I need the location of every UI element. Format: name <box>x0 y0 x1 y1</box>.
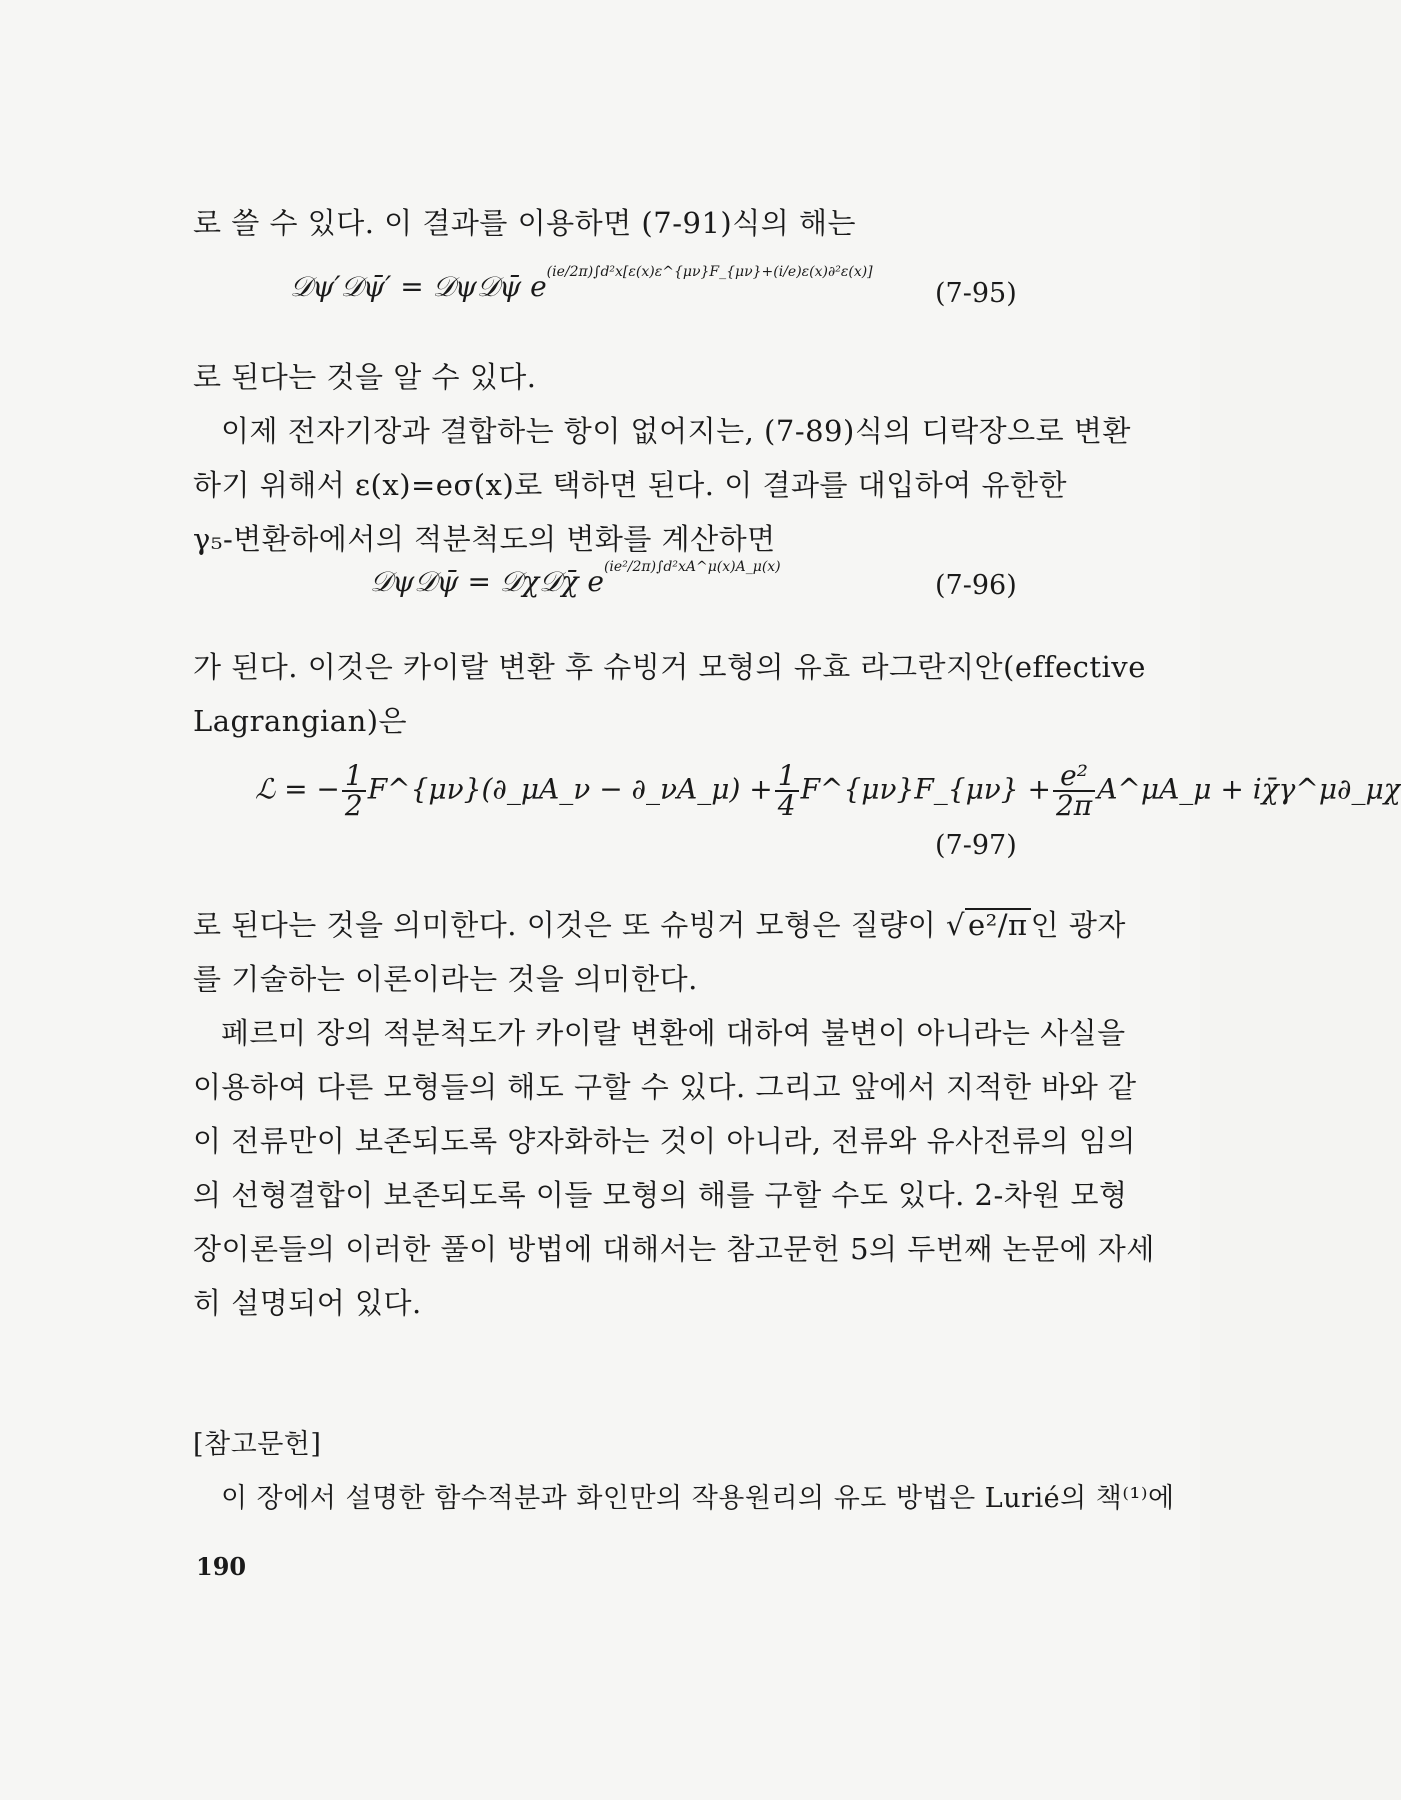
equation-term: A^μA_μ + iχ̄γ^μ∂_μχ <box>1097 772 1401 806</box>
equation-7-95 <box>290 263 873 304</box>
text-line: 장이론들의 이러한 풀이 방법에 대해서는 참고문헌 5의 두번째 논문에 자세 <box>193 1232 1155 1266</box>
text-line: 이제 전자기장과 결합하는 항이 없어지는, (7-89)식의 디락장으로 변환 <box>221 414 1131 448</box>
references-line: 이 장에서 설명한 함수적분과 화인만의 작용원리의 유도 방법은 Lurié의 책⁽¹⁾에 <box>221 1483 1175 1514</box>
equation-7-97 <box>255 759 1401 822</box>
text-block-middle <box>193 350 1131 566</box>
equation-lhs: ℒ = − <box>255 772 340 806</box>
text-line: 이 전류만이 보존되도록 양자화하는 것이 아니라, 전류와 유사전류의 임의 <box>193 1124 1136 1158</box>
text-line: 하기 위해서 ε(x)=eσ(x)로 택하면 된다. 이 결과를 대입하여 유한한 <box>193 468 1068 502</box>
text-line: 가 된다. 이것은 카이랄 변환 후 슈빙거 모형의 유효 라그란지안(effective <box>193 650 1146 684</box>
page-number: 190 <box>196 1552 247 1581</box>
equation-term: F^{μν}(∂_μA_ν − ∂_νA_μ) + <box>367 772 773 806</box>
equation-term: F^{μν}F_{μν} + <box>800 772 1051 806</box>
text-line: 로 된다는 것을 알 수 있다. <box>193 360 537 394</box>
text-line: 이용하여 다른 모형들의 해도 구할 수 있다. 그리고 앞에서 지적한 바와 같 <box>193 1070 1137 1104</box>
references-heading: [참고문헌] <box>193 1429 322 1460</box>
equation-exponent: (ie/2π)∫d²x[ε(x)ε^{μν}F_{μν}+(i/e)ε(x)∂²ε(x)] <box>546 263 873 280</box>
text-line: 의 선형결합이 보존되도록 이들 모형의 해를 구할 수도 있다. 2-차원 모형 <box>193 1178 1128 1212</box>
equation-7-96 <box>370 558 781 599</box>
text-line: 로 쓸 수 있다. 이 결과를 이용하면 (7-91)식의 해는 <box>193 206 856 240</box>
text-line: γ₅-변환하에서의 적분척도의 변화를 계산하면 <box>193 522 776 556</box>
equation-body: 𝒟ψ𝒟ψ̄ = 𝒟χ𝒟χ̄ e <box>370 565 604 598</box>
equation-exponent: (ie²/2π)∫d²xA^μ(x)A_μ(x) <box>603 558 781 575</box>
references-block <box>193 1418 1175 1526</box>
equation-number: (7-97) <box>935 830 1017 861</box>
text-block-lagrangian <box>193 640 1146 748</box>
text-line: 페르미 장의 적분척도가 카이랄 변환에 대하여 불변이 아니라는 사실을 <box>221 1016 1126 1050</box>
fraction: $\frac{1}{2}$ <box>342 762 366 820</box>
text-line: Lagrangian)은 <box>193 704 408 738</box>
fraction: $\frac{1}{4}$ <box>775 762 799 820</box>
text-line: 를 기술하는 이론이라는 것을 의미한다. <box>193 962 698 996</box>
text-block-top <box>193 196 1043 250</box>
equation-number: (7-96) <box>935 570 1017 601</box>
fraction: $\frac{\text{e²}}{2\pi}$ <box>1053 762 1095 820</box>
equation-body: 𝒟ψ′𝒟ψ̄′ = 𝒟ψ𝒟ψ̄ e <box>290 270 547 303</box>
text-line: 히 설명되어 있다. <box>193 1286 422 1320</box>
text-line: 로 된다는 것을 의미한다. 이것은 또 슈빙거 모형은 질량이 √ e²/π 인 광자 <box>193 908 1126 942</box>
equation-number: (7-95) <box>935 278 1017 309</box>
sqrt-expression: e²/π <box>965 908 1031 942</box>
text-block-lower <box>193 898 1155 1330</box>
